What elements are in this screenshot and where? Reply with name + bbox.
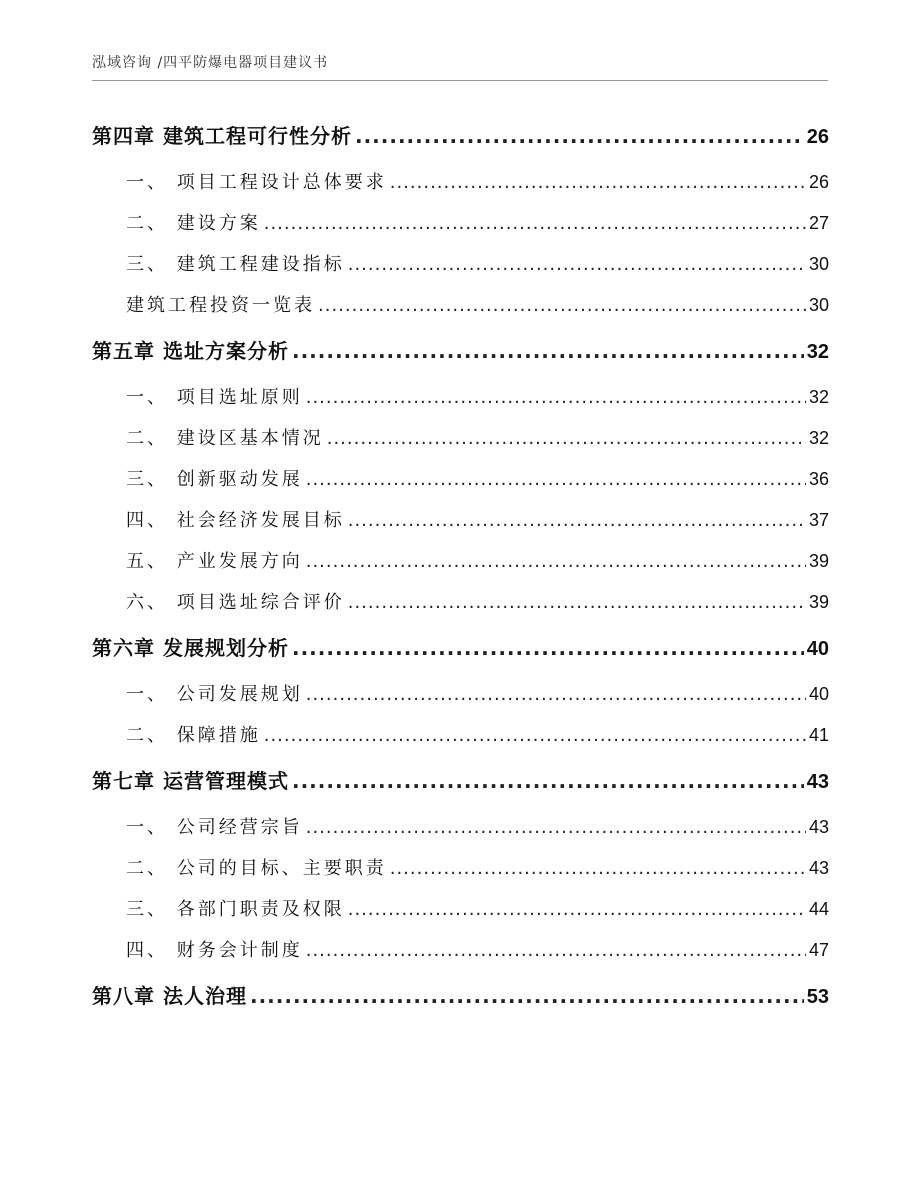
- dot-leader: [306, 813, 806, 843]
- toc-page-number: 43: [806, 771, 829, 793]
- toc-section-entry[interactable]: [92, 249, 829, 290]
- toc-entry-text: 第七章 运营管理模式: [92, 769, 289, 793]
- toc-page-number: 32: [806, 341, 829, 363]
- toc-section-entry[interactable]: [92, 505, 829, 546]
- toc-page-number: 39: [808, 551, 829, 571]
- dot-leader: [250, 976, 804, 1016]
- toc-page-number: 41: [808, 725, 829, 745]
- toc-entry-text: 第五章 选址方案分析: [92, 339, 289, 363]
- toc-entry-label: [92, 813, 303, 843]
- toc-section-entry[interactable]: [92, 546, 829, 587]
- toc-entry-text: 建筑工程建设指标: [176, 254, 345, 275]
- dot-leader: [264, 209, 806, 239]
- toc-entry-text: 建设区基本情况: [176, 428, 324, 449]
- toc-entry-label: [92, 936, 303, 966]
- toc-page-number: 43: [808, 817, 829, 837]
- toc-page-number: 27: [808, 213, 829, 233]
- toc-entry-number: 三、: [126, 469, 168, 490]
- toc-entry-text: 社会经济发展目标: [176, 510, 345, 531]
- toc-entry-label: [92, 291, 315, 321]
- dot-leader: [355, 116, 804, 156]
- toc-entry-label: [92, 424, 324, 454]
- toc-entry-number: 二、: [126, 213, 168, 234]
- toc-entry-number: 四、: [126, 940, 168, 961]
- toc-section-entry[interactable]: [92, 812, 829, 853]
- toc-entry-text: 第八章 法人治理: [92, 984, 247, 1008]
- dot-leader: [327, 424, 806, 454]
- toc-entry-number: 二、: [126, 858, 168, 879]
- dot-leader: [348, 588, 806, 618]
- toc-page-number: 43: [808, 858, 829, 878]
- toc-entry-number: 五、: [126, 551, 168, 572]
- toc-entry-label: [92, 680, 303, 710]
- dot-leader: [292, 628, 804, 668]
- dot-leader: [348, 250, 806, 280]
- dot-leader: [306, 383, 806, 413]
- toc-entry-label: [92, 895, 345, 925]
- toc-entry-number: 六、: [126, 592, 168, 613]
- toc-section-entry[interactable]: [92, 464, 829, 505]
- toc-entry-label: [92, 761, 289, 801]
- toc-page-number: 37: [808, 510, 829, 530]
- toc-entry-label: [92, 209, 261, 239]
- dot-leader: [306, 465, 806, 495]
- toc-section-entry[interactable]: [92, 208, 829, 249]
- toc-page-number: 26: [806, 126, 829, 148]
- toc-entry-number: 一、: [126, 387, 168, 408]
- toc-page-number: 32: [808, 387, 829, 407]
- dot-leader: [292, 331, 804, 371]
- dot-leader: [390, 854, 806, 884]
- toc-entry-label: [92, 588, 345, 618]
- dot-leader: [318, 291, 806, 321]
- toc-chapter-entry[interactable]: [92, 116, 829, 167]
- toc-section-entry[interactable]: [92, 423, 829, 464]
- toc-section-entry[interactable]: [92, 587, 829, 628]
- toc-section-entry[interactable]: [92, 853, 829, 894]
- toc-page-number: 53: [806, 986, 829, 1008]
- dot-leader: [306, 680, 806, 710]
- toc-entry-text: 项目工程设计总体要求: [176, 172, 387, 193]
- toc-entry-label: [92, 547, 303, 577]
- dot-leader: [306, 936, 806, 966]
- toc-entry-label: [92, 854, 387, 884]
- toc-chapter-entry[interactable]: [92, 761, 829, 812]
- toc-entry-text: 产业发展方向: [176, 551, 303, 572]
- dot-leader: [348, 895, 806, 925]
- toc-entry-label: [92, 383, 303, 413]
- dot-leader: [292, 761, 804, 801]
- toc-entry-text: 项目选址原则: [176, 387, 303, 408]
- toc-page-number: 36: [808, 469, 829, 489]
- toc-page-number: 32: [808, 428, 829, 448]
- toc-entry-label: [92, 721, 261, 751]
- toc-entry-text: 公司的目标、主要职责: [176, 858, 387, 879]
- toc-entry-number: 一、: [126, 684, 168, 705]
- toc-entry-text: 建设方案: [176, 213, 261, 234]
- toc-chapter-entry[interactable]: [92, 628, 829, 679]
- header-rule: [92, 80, 828, 81]
- toc-page-number: 30: [808, 254, 829, 274]
- toc-section-entry[interactable]: [92, 382, 829, 423]
- toc-section-entry[interactable]: [92, 290, 829, 331]
- toc-entry-label: [92, 168, 387, 198]
- toc-page-number: 44: [808, 899, 829, 919]
- toc-entry-number: 一、: [126, 172, 168, 193]
- toc-section-entry[interactable]: [92, 894, 829, 935]
- toc-entry-label: [92, 506, 345, 536]
- toc-entry-text: 公司发展规划: [176, 684, 303, 705]
- toc-chapter-entry[interactable]: [92, 976, 829, 1027]
- running-header: 泓域咨询 /四平防爆电器项目建议书: [92, 55, 329, 71]
- toc-entry-text: 项目选址综合评价: [176, 592, 345, 613]
- toc-entry-label: [92, 628, 289, 668]
- table-of-contents: [92, 116, 829, 1027]
- toc-entry-label: [92, 976, 247, 1016]
- toc-entry-label: [92, 331, 289, 371]
- toc-section-entry[interactable]: [92, 720, 829, 761]
- toc-entry-text: 创新驱动发展: [176, 469, 303, 490]
- toc-entry-number: 一、: [126, 817, 168, 838]
- toc-section-entry[interactable]: [92, 935, 829, 976]
- dot-leader: [390, 168, 806, 198]
- toc-entry-label: [92, 465, 303, 495]
- toc-section-entry[interactable]: [92, 167, 829, 208]
- dot-leader: [264, 721, 806, 751]
- toc-chapter-entry[interactable]: [92, 331, 829, 382]
- toc-entry-label: [92, 250, 345, 280]
- toc-entry-number: 二、: [126, 725, 168, 746]
- dot-leader: [348, 506, 806, 536]
- toc-entry-text: 建筑工程投资一览表: [126, 295, 315, 316]
- toc-page-number: 40: [806, 638, 829, 660]
- toc-entry-number: 三、: [126, 254, 168, 275]
- toc-entry-text: 公司经营宗旨: [176, 817, 303, 838]
- toc-entry-number: 三、: [126, 899, 168, 920]
- toc-entry-text: 第六章 发展规划分析: [92, 636, 289, 660]
- toc-page-number: 30: [808, 295, 829, 315]
- toc-entry-text: 各部门职责及权限: [176, 899, 345, 920]
- toc-entry-label: [92, 116, 352, 156]
- toc-page-number: 39: [808, 592, 829, 612]
- toc-entry-text: 第四章 建筑工程可行性分析: [92, 124, 352, 148]
- toc-page-number: 47: [808, 940, 829, 960]
- toc-entry-number: 二、: [126, 428, 168, 449]
- toc-entry-text: 保障措施: [176, 725, 261, 746]
- toc-entry-number: 四、: [126, 510, 168, 531]
- toc-section-entry[interactable]: [92, 679, 829, 720]
- toc-page-number: 40: [808, 684, 829, 704]
- toc-entry-text: 财务会计制度: [176, 940, 303, 961]
- dot-leader: [306, 547, 806, 577]
- toc-page-number: 26: [808, 172, 829, 192]
